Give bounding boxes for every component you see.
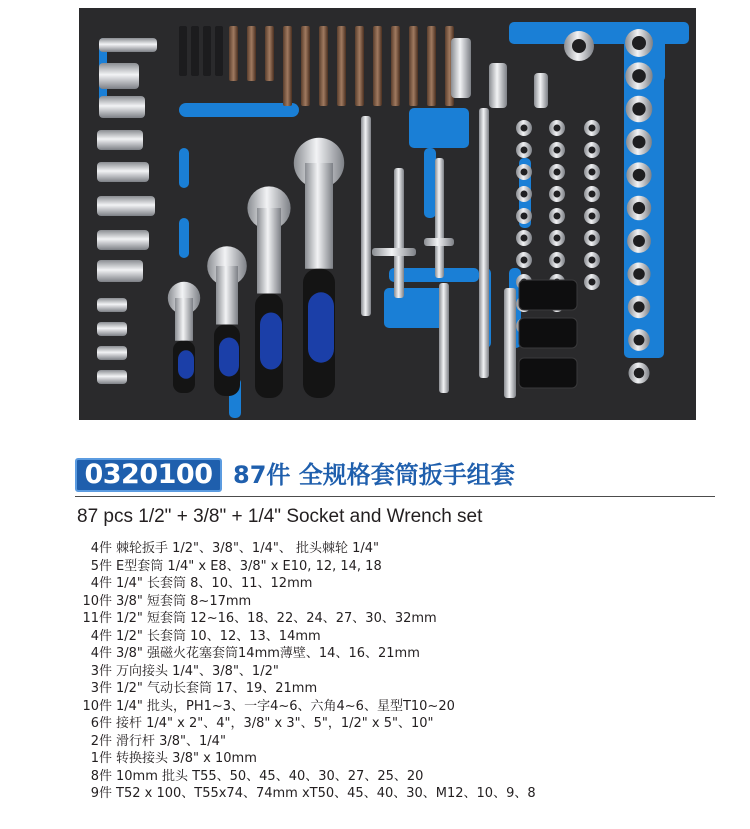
list-item	[72, 785, 732, 803]
list-item	[72, 715, 732, 733]
item-qty: 3件	[90, 681, 112, 696]
long-socket-shape	[97, 370, 127, 384]
socket-shape	[632, 102, 645, 115]
list-item	[72, 768, 732, 786]
long-socket-shape	[99, 96, 145, 118]
socket-shape	[632, 69, 646, 83]
long-socket-shape	[97, 162, 149, 182]
bit-shape	[337, 26, 346, 106]
list-item	[72, 645, 732, 663]
item-desc: 3/8" 短套筒 8~17mm	[116, 593, 252, 609]
foam-cutout	[384, 288, 444, 328]
item-desc: 转换接头 3/8" x 10mm	[116, 751, 257, 766]
extension-bar-shape	[361, 116, 371, 316]
short-socket-shape	[521, 235, 528, 242]
socket-shape	[634, 335, 645, 346]
short-socket-shape	[521, 191, 528, 198]
short-socket-shape	[521, 169, 528, 176]
list-item	[72, 610, 732, 628]
extension-bar-shape	[504, 288, 516, 398]
bit-shape	[191, 26, 199, 76]
socket-shape	[633, 235, 645, 247]
extension-bar-shape	[394, 168, 404, 298]
extension-bar-shape	[372, 248, 416, 256]
item-qty: 5件	[90, 558, 112, 574]
item-qty: 4件	[90, 646, 112, 661]
impact-socket-shape	[519, 280, 577, 310]
item-desc: T52 x 100、T55x74、74mm xT50、45、40、30、M12、10、9、8	[116, 786, 536, 801]
long-socket-shape	[97, 230, 149, 250]
long-socket-shape	[99, 63, 139, 89]
short-socket-shape	[554, 169, 561, 176]
item-desc: 10mm 批头 T55、50、45、40、30、27、25、20	[116, 768, 424, 784]
bit-shape	[391, 26, 400, 106]
bit-shape	[247, 26, 256, 81]
short-socket-shape	[589, 235, 596, 242]
ratchet-shape	[305, 163, 333, 269]
extension-bar-shape	[479, 108, 489, 378]
bit-shape	[319, 26, 328, 106]
socket-shape	[633, 169, 646, 182]
long-socket-shape	[97, 322, 127, 336]
contents-list	[72, 540, 732, 803]
item-qty: 10件	[82, 593, 112, 609]
socket-shape	[633, 136, 646, 149]
foam-cutout	[409, 108, 469, 148]
short-socket-shape	[589, 279, 596, 286]
ratchet-shape	[308, 292, 334, 363]
short-socket-shape	[554, 147, 561, 154]
short-socket-shape	[589, 147, 596, 154]
list-item	[72, 663, 732, 681]
bit-shape	[265, 26, 274, 81]
bit-shape	[301, 26, 310, 106]
socket-shape	[572, 39, 586, 53]
socket-shape	[634, 368, 645, 379]
item-qty: 11件	[82, 611, 112, 626]
extension-bar-shape	[435, 158, 444, 278]
short-socket-shape	[554, 125, 561, 132]
item-desc: 1/4" 批头，PH1~3、一字4~6、六角4~6、星型T10~20	[116, 698, 455, 714]
product-photo	[79, 8, 696, 420]
long-socket-shape	[97, 298, 127, 312]
bit-shape	[229, 26, 238, 81]
product-title-en: 87 pcs 1/2" + 3/8" + 1/4" Socket and Wrench set	[77, 506, 483, 527]
bit-shape	[215, 26, 223, 76]
item-desc: 1/2" 短套筒 12~16、18、22、24、27、30、32mm	[116, 611, 437, 626]
universal-joint-shape	[534, 73, 548, 108]
item-qty: 2件	[90, 733, 112, 749]
socket-shape	[633, 202, 645, 214]
list-item	[72, 575, 732, 593]
short-socket-shape	[589, 169, 596, 176]
short-socket-shape	[589, 191, 596, 198]
list-item	[72, 540, 732, 558]
ratchet-shape	[257, 208, 281, 294]
socket-shape	[633, 268, 645, 280]
short-socket-shape	[589, 257, 596, 264]
item-desc: 滑行杆 3/8"、1/4"	[116, 733, 226, 749]
short-socket-shape	[554, 257, 561, 264]
foam-cutout	[179, 103, 299, 117]
foam-cutout	[424, 148, 436, 218]
socket-shape	[633, 301, 644, 312]
item-qty: 4件	[90, 576, 112, 591]
short-socket-shape	[554, 191, 561, 198]
short-socket-shape	[521, 147, 528, 154]
bit-shape	[203, 26, 211, 76]
ratchet-shape	[216, 266, 238, 325]
item-desc: 3/8" 强磁火花塞套筒14mm薄壁、14、16、21mm	[116, 646, 420, 661]
foam-cutout	[179, 218, 189, 258]
list-item	[72, 558, 732, 576]
short-socket-shape	[554, 213, 561, 220]
item-qty: 8件	[90, 768, 112, 784]
list-item	[72, 750, 732, 768]
list-item	[72, 628, 732, 646]
item-desc: 万向接头 1/4"、3/8"、1/2"	[116, 663, 279, 679]
extension-bar-shape	[424, 238, 454, 246]
universal-joint-shape	[451, 38, 471, 98]
list-item	[72, 698, 732, 716]
bit-shape	[409, 26, 418, 106]
item-qty: 9件	[90, 786, 112, 801]
long-socket-shape	[97, 346, 127, 360]
ratchet-shape	[178, 350, 194, 379]
impact-socket-shape	[519, 358, 577, 388]
product-code-badge	[75, 458, 222, 492]
item-qty: 4件	[90, 541, 112, 556]
item-qty: 6件	[90, 716, 112, 731]
long-socket-shape	[97, 260, 143, 282]
long-socket-shape	[99, 38, 157, 52]
item-desc: 棘轮扳手 1/2"、3/8"、1/4"、 批头棘轮 1/4"	[116, 541, 380, 556]
impact-socket-shape	[519, 318, 577, 348]
bit-shape	[179, 26, 187, 76]
title-divider	[75, 496, 715, 497]
item-qty: 4件	[90, 628, 112, 644]
item-desc: 1/2" 长套筒 10、12、13、14mm	[116, 628, 321, 644]
item-qty: 1件	[90, 751, 112, 766]
ratchet-shape	[260, 313, 282, 370]
ratchet-shape	[175, 298, 193, 341]
bit-shape	[355, 26, 364, 106]
product-title-cn: 87件 全规格套筒扳手组套	[233, 461, 515, 489]
extension-bar-shape	[439, 283, 449, 393]
short-socket-shape	[521, 125, 528, 132]
long-socket-shape	[97, 130, 143, 150]
bit-shape	[373, 26, 382, 106]
item-qty: 3件	[90, 663, 112, 679]
ratchet-shape	[219, 338, 239, 377]
product-code: 0320100	[84, 459, 213, 490]
list-item	[72, 680, 732, 698]
item-desc: 接杆 1/4" x 2"、4"，3/8" x 3"、5"，1/2" x 5"、10"	[116, 716, 434, 731]
item-desc: E型套筒 1/4" x E8、3/8" x E10, 12, 14, 18	[116, 558, 382, 574]
foam-cutout	[179, 148, 189, 188]
item-desc: 1/4" 长套筒 8、10、11、12mm	[116, 576, 313, 591]
short-socket-shape	[554, 235, 561, 242]
universal-joint-shape	[489, 63, 507, 108]
list-item	[72, 593, 732, 611]
short-socket-shape	[521, 213, 528, 220]
bit-shape	[283, 26, 292, 106]
tool-tray-image	[79, 8, 696, 420]
long-socket-shape	[97, 196, 155, 216]
list-item	[72, 733, 732, 751]
short-socket-shape	[589, 213, 596, 220]
item-desc: 1/2" 气动长套筒 17、19、21mm	[116, 681, 318, 696]
bit-shape	[427, 26, 436, 106]
item-qty: 10件	[82, 698, 112, 714]
short-socket-shape	[589, 125, 596, 132]
socket-shape	[632, 36, 646, 50]
short-socket-shape	[521, 257, 528, 264]
